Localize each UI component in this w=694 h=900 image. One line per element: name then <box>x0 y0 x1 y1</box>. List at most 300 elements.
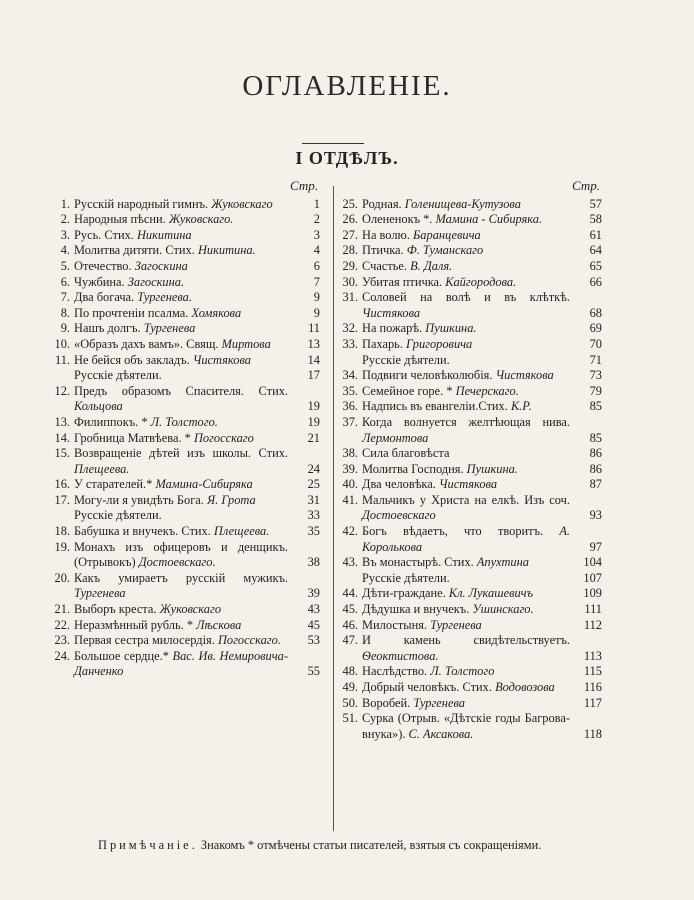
toc-entry <box>340 571 602 587</box>
toc-entry <box>340 618 602 634</box>
toc-entry <box>52 493 320 509</box>
entry-author: Тургенева <box>413 695 465 710</box>
footnote <box>52 838 612 853</box>
entry-title: Молитва Господня. <box>362 461 464 476</box>
entry-title: Въ монастырѣ. Стих. <box>362 555 474 570</box>
entry-number: 2. <box>60 212 70 227</box>
entry-title: Нашъ долгъ. <box>74 321 141 336</box>
entry-number: 33. <box>342 336 358 351</box>
entry-text <box>74 633 288 649</box>
entry-text <box>362 462 570 478</box>
entry-page: 38 <box>307 555 320 570</box>
entry-author: Лѣскова <box>196 617 242 632</box>
entry-title: Молитва дитяти. Стих. <box>74 243 195 258</box>
entry-page: 70 <box>589 336 602 351</box>
entry-text <box>74 602 288 618</box>
entry-number: 6. <box>60 274 70 289</box>
entry-number: 17. <box>54 492 70 507</box>
entry-page: 61 <box>589 227 602 242</box>
toc-entry <box>340 664 602 680</box>
entry-title: Милостыня. <box>362 617 428 632</box>
entry-title: По прочтеніи псалма. <box>74 305 189 320</box>
entry-title: Убитая птичка. <box>362 274 443 289</box>
entry-author: Погосскаго <box>193 430 254 445</box>
entry-text <box>74 508 288 524</box>
toc-entry <box>52 212 320 228</box>
entry-number: 38. <box>342 446 358 461</box>
entry-number: 12. <box>54 383 70 398</box>
entry-page: 86 <box>589 446 602 461</box>
entry-text <box>74 431 288 447</box>
entry-number: 43. <box>342 555 358 570</box>
entry-title: Русскіе дѣятели. <box>74 508 162 523</box>
entry-page: 68 <box>589 305 602 320</box>
entry-page: 1 <box>313 196 320 211</box>
entry-page: 35 <box>307 524 320 539</box>
entry-page: 55 <box>307 664 320 679</box>
entry-author: А. Королькова <box>362 524 570 554</box>
entry-title: Возвращеніе дѣтей изъ школы. Стих. <box>74 446 288 461</box>
entry-author: Чистякова <box>362 305 421 320</box>
entry-title: Когда волнуется желтѣющая нива. <box>362 414 570 429</box>
entry-text <box>362 243 570 259</box>
toc-entry <box>52 477 320 493</box>
toc-entry <box>340 586 602 602</box>
toc-entry <box>52 243 320 259</box>
entry-author: Л. Толстого. <box>150 414 218 429</box>
entry-title: Не бейся объ закладъ. <box>74 352 190 367</box>
entry-author: Лермонтова <box>362 430 429 445</box>
entry-text <box>74 446 288 477</box>
toc-entry <box>340 446 602 462</box>
entry-title: Русскіе дѣятели. <box>74 368 162 383</box>
page-title: ОГЛАВЛЕНІЕ. <box>242 70 452 102</box>
entry-author: Мамина-Сибиряка <box>155 477 253 492</box>
entry-text <box>362 477 570 493</box>
entry-number: 27. <box>342 227 358 242</box>
entry-number: 11. <box>54 352 70 367</box>
entry-text <box>362 555 570 571</box>
entry-page: 71 <box>589 352 602 367</box>
entry-text <box>74 368 288 384</box>
entry-title: Подвиги человѣколюбія. <box>362 368 493 383</box>
entry-author: Тургенева <box>143 321 196 336</box>
toc-entry <box>340 228 602 244</box>
entry-page: 19 <box>307 414 320 429</box>
entry-title: На пожарѣ. <box>362 321 423 336</box>
toc-entry <box>340 680 602 696</box>
entry-text <box>74 571 288 602</box>
entry-author: Тургенева. <box>137 290 192 305</box>
entry-text <box>362 415 570 446</box>
entry-author: Жуковскаго <box>159 602 222 617</box>
entry-page: 117 <box>583 695 602 710</box>
toc-entry <box>340 337 602 353</box>
entry-title: Чужбина. <box>74 274 125 289</box>
entry-number: 16. <box>54 477 70 492</box>
toc-entry <box>340 555 602 571</box>
entry-author: Загоскина. <box>127 274 185 289</box>
entry-number: 34. <box>342 368 358 383</box>
entry-title: Монахъ изъ офицеровъ и денщикъ. (Отрывокъ) <box>74 539 288 570</box>
entry-title: Дѣти-граждане. <box>362 586 446 601</box>
entry-author: Водовозова <box>495 680 555 694</box>
entry-title: Первая сестра милосердія. <box>74 633 215 648</box>
entry-title: Птичка. <box>362 243 404 258</box>
entry-author: Достоевскаго <box>362 508 436 523</box>
entry-page: 7 <box>313 274 320 289</box>
entry-title: Выборъ креста. <box>74 602 157 617</box>
entry-title: Два человѣка. <box>362 477 436 492</box>
entry-number: 41. <box>342 492 358 507</box>
entry-text <box>362 571 570 587</box>
entry-page: 79 <box>589 383 602 398</box>
entry-text <box>362 664 570 680</box>
entry-page: 112 <box>583 617 602 632</box>
entry-text <box>362 633 570 664</box>
toc-entry <box>340 275 602 291</box>
entry-title: Наслѣдство. <box>362 664 428 679</box>
toc-entry <box>340 524 602 555</box>
entry-title: Семейное горе. * <box>362 383 453 398</box>
entry-number: 44. <box>342 586 358 601</box>
entry-text <box>362 368 570 384</box>
entry-author: Я. Грота <box>207 492 256 507</box>
toc-column-right <box>340 178 602 742</box>
entry-text <box>362 399 570 415</box>
entry-text <box>362 524 570 555</box>
entry-title: Дѣдушка и внучекъ. <box>362 602 470 617</box>
entry-author: Ушинскаго. <box>472 602 534 617</box>
entry-author: Тургенева <box>430 617 482 632</box>
entry-page: 104 <box>583 555 602 570</box>
entry-page: 109 <box>583 586 602 601</box>
entry-text <box>74 275 288 291</box>
entry-number: 42. <box>342 524 358 539</box>
entry-author: Тургенева <box>74 586 126 601</box>
entry-author: Апухтина <box>476 555 529 570</box>
entry-title: Воробей. <box>362 695 411 710</box>
toc-entry <box>52 540 320 571</box>
entry-author: Плещеева. <box>213 524 270 539</box>
entry-number: 47. <box>342 633 358 648</box>
entry-text <box>74 477 288 493</box>
entry-author: Григоровича <box>406 336 473 351</box>
toc-entry <box>52 321 320 337</box>
page-column-header: Стр. <box>290 178 318 193</box>
column-divider <box>333 186 334 831</box>
entry-author: Загоскина <box>134 258 188 273</box>
toc-entry <box>340 415 602 446</box>
toc-entry <box>52 259 320 275</box>
entry-title: Богъ вѣдаетъ, что творитъ. <box>362 524 544 539</box>
entry-title: Отечество. <box>74 258 132 273</box>
entry-page: 93 <box>589 508 602 523</box>
entry-number: 19. <box>54 539 70 554</box>
entry-page: 21 <box>307 430 320 445</box>
entry-title: Неразмѣнный рубль. * <box>74 617 194 632</box>
entry-page: 3 <box>313 227 320 242</box>
entry-number: 26. <box>342 212 358 227</box>
entry-page: 115 <box>583 664 602 679</box>
entry-number: 37. <box>342 414 358 429</box>
entry-number: 24. <box>54 648 70 663</box>
toc-entry <box>52 508 320 524</box>
entry-page: 53 <box>307 633 320 648</box>
entry-text <box>362 353 570 369</box>
entry-text <box>74 321 288 337</box>
entry-page: 17 <box>307 368 320 383</box>
toc-entry <box>52 275 320 291</box>
entry-author: Погосскаго. <box>217 633 281 648</box>
toc-entry <box>340 696 602 712</box>
entry-text <box>362 197 570 213</box>
entry-page: 97 <box>589 539 602 554</box>
toc-entry <box>52 571 320 602</box>
entry-author: Чистякова <box>192 352 251 367</box>
entry-title: Добрый человѣкъ. Стих. <box>362 680 492 694</box>
entry-number: 40. <box>342 477 358 492</box>
entry-title: Мальчикъ у Христа на елкѣ. Изъ соч. <box>362 492 570 507</box>
entry-text <box>74 649 288 680</box>
entry-page: 24 <box>307 461 320 476</box>
entry-author: Баранцевича <box>413 227 481 242</box>
entry-page: 4 <box>313 243 320 258</box>
toc-entry <box>52 368 320 384</box>
toc-entry <box>340 243 602 259</box>
entry-text <box>362 446 570 462</box>
entry-page: 13 <box>307 336 320 351</box>
entry-page: 73 <box>589 368 602 383</box>
entry-text <box>74 259 288 275</box>
entry-number: 1. <box>60 196 70 211</box>
entry-text <box>74 337 288 353</box>
entry-number: 22. <box>54 617 70 632</box>
toc-entry <box>52 353 320 369</box>
entry-title: Какъ умираетъ русскій мужикъ. <box>74 570 288 585</box>
section-heading: I ОТДѢЛЪ. <box>295 148 399 168</box>
entry-text <box>74 290 288 306</box>
entry-number: 8. <box>60 305 70 320</box>
entry-author: Чистякова <box>495 368 554 383</box>
toc-entry <box>340 197 602 213</box>
entry-author: В. Даля. <box>410 258 453 273</box>
footnote-label: Примѣчаніе. <box>98 838 198 852</box>
entry-text <box>362 275 570 291</box>
toc-entry <box>340 353 602 369</box>
entry-number: 13. <box>54 414 70 429</box>
entry-text <box>74 618 288 634</box>
entry-author: Жуковскаго <box>211 196 273 211</box>
entry-text <box>362 696 570 712</box>
entry-text <box>74 197 288 213</box>
toc-entry <box>52 649 320 680</box>
entry-title: Сурка (Отрыв. «Дѣтскіе годы Багрова-внука»). <box>362 711 570 741</box>
entry-author: Л. Толстого <box>430 664 495 679</box>
entry-title: Олененокъ *. <box>362 212 433 227</box>
entry-author: Кольцова <box>74 399 123 414</box>
entry-page: 64 <box>589 243 602 258</box>
entry-text <box>362 493 570 524</box>
entry-number: 29. <box>342 258 358 273</box>
entry-page: 65 <box>589 258 602 273</box>
entry-page: 87 <box>589 477 602 492</box>
entry-number: 3. <box>60 227 70 242</box>
toc-entry <box>340 399 602 415</box>
entry-author: Кл. Лукашевичъ <box>448 586 534 601</box>
entry-text <box>74 212 288 228</box>
entry-title: Русскій народный гимнъ. <box>74 196 209 211</box>
toc-entry <box>340 212 602 228</box>
entry-text <box>362 259 570 275</box>
entry-author: Никитина <box>136 227 192 242</box>
entry-author: Кайгородова. <box>445 274 517 289</box>
entry-author: Чистякова <box>438 477 498 492</box>
entry-number: 9. <box>60 321 70 336</box>
toc-entry <box>340 477 602 493</box>
toc-column-left <box>52 178 320 680</box>
entry-text <box>74 524 288 540</box>
entry-page: 19 <box>307 399 320 414</box>
entry-page: 66 <box>589 274 602 289</box>
entry-title: Сила благовѣста <box>362 446 450 461</box>
toc-entry <box>52 524 320 540</box>
toc-entry <box>340 290 602 321</box>
entry-text <box>362 321 570 337</box>
toc-entry <box>52 431 320 447</box>
entry-text <box>74 228 288 244</box>
entry-text <box>74 415 288 431</box>
entry-number: 25. <box>342 196 358 211</box>
entry-number: 31. <box>342 290 358 305</box>
entry-text <box>362 228 570 244</box>
entry-author: Пушкина. <box>466 461 518 476</box>
entry-author: Хомякова <box>191 305 242 320</box>
entry-title: Предъ образомъ Спасителя. Стих. <box>74 383 288 398</box>
entry-author: Достоевскаго. <box>138 555 216 570</box>
page-column-header: Стр. <box>572 178 600 193</box>
toc-entry <box>52 228 320 244</box>
entry-number: 7. <box>60 290 70 305</box>
entry-author: К.Р. <box>510 399 532 414</box>
entry-title: У старателей.* <box>74 477 153 492</box>
entry-title: Филиппокъ. * <box>74 414 148 429</box>
entry-title: Надпись въ евангеліи.Стих. <box>362 399 508 414</box>
entry-text <box>74 493 288 509</box>
entry-page: 116 <box>583 680 602 694</box>
entry-title: Большое сердце.* <box>74 648 169 663</box>
entry-text <box>74 353 288 369</box>
entry-title: На волю. <box>362 227 410 242</box>
entry-number: 35. <box>342 383 358 398</box>
entry-title: «Образъ дахъ вамъ». Свящ. <box>74 336 219 351</box>
entry-title: Народныя пѣсни. <box>74 212 166 227</box>
entry-number: 20. <box>54 570 70 585</box>
entry-page: 107 <box>583 570 602 585</box>
entry-number: 50. <box>342 695 358 710</box>
entry-author: Пушкина. <box>425 321 477 336</box>
toc-entry <box>340 633 602 664</box>
entry-text <box>74 540 288 571</box>
entry-page: 69 <box>589 321 602 336</box>
entry-title: Гробница Матвѣева. * <box>74 430 191 445</box>
entry-page: 33 <box>307 508 320 523</box>
entry-page: 58 <box>589 212 602 227</box>
toc-list-right <box>340 197 602 743</box>
footnote-text: Знакомъ * отмѣчены статьи писателей, взятыя съ сокращеніями. <box>200 838 542 852</box>
entry-title: Счастье. <box>362 258 407 273</box>
toc-entry <box>340 462 602 478</box>
entry-number: 15. <box>54 446 70 461</box>
entry-author: Ѳеоктистова. <box>362 648 439 663</box>
entry-page: 86 <box>589 461 602 476</box>
title-rule <box>302 143 364 144</box>
entry-author: Миртова <box>221 336 271 351</box>
toc-entry <box>52 337 320 353</box>
entry-title: Русь. Стих. <box>74 227 134 242</box>
entry-title: Пахарь. <box>362 336 403 351</box>
entry-page: 2 <box>313 212 320 227</box>
entry-author: С. Аксакова. <box>408 726 474 741</box>
entry-number: 23. <box>54 633 70 648</box>
entry-page: 6 <box>313 258 320 273</box>
entry-number: 21. <box>54 602 70 617</box>
entry-number: 30. <box>342 274 358 289</box>
entry-number: 28. <box>342 243 358 258</box>
entry-page: 111 <box>584 602 602 617</box>
entry-author: Мамина - Сибиряка. <box>435 212 543 227</box>
entry-page: 118 <box>583 726 602 741</box>
entry-number: 49. <box>342 680 358 694</box>
entry-title: Соловей на волѣ и въ клѣткѣ. <box>362 290 570 305</box>
entry-page: 85 <box>589 399 602 414</box>
entry-author: Плещеева. <box>74 461 130 476</box>
entry-number: 18. <box>54 524 70 539</box>
toc-entry <box>340 368 602 384</box>
entry-title: Могу-ли я увидѣть Бога. <box>74 492 204 507</box>
entry-text <box>362 711 570 742</box>
entry-number: 39. <box>342 461 358 476</box>
entry-number: 14. <box>54 430 70 445</box>
toc-entry <box>340 321 602 337</box>
entry-page: 113 <box>583 648 602 663</box>
toc-entry <box>340 602 602 618</box>
toc-entry <box>340 384 602 400</box>
toc-entry <box>340 493 602 524</box>
entry-number: 45. <box>342 602 358 617</box>
entry-page: 31 <box>307 492 320 507</box>
entry-author: Голенищева-Кутузова <box>404 196 521 211</box>
entry-author: Жуковскаго. <box>168 212 234 227</box>
entry-text <box>362 290 570 321</box>
entry-title: И камень свидѣтельствуетъ. <box>362 633 570 648</box>
entry-number: 51. <box>342 711 358 726</box>
entry-number: 48. <box>342 664 358 679</box>
entry-text <box>362 586 570 602</box>
entry-title: Русскіе дѣятели. <box>362 352 450 367</box>
toc-entry <box>340 711 602 742</box>
entry-number: 36. <box>342 399 358 414</box>
toc-entry <box>52 602 320 618</box>
toc-entry <box>52 633 320 649</box>
entry-page: 57 <box>589 196 602 211</box>
entry-number: 4. <box>60 243 70 258</box>
toc-entry <box>52 384 320 415</box>
entry-page: 39 <box>307 586 320 601</box>
entry-page: 43 <box>307 602 320 617</box>
entry-title: Два богача. <box>74 290 135 305</box>
entry-page: 9 <box>313 290 320 305</box>
